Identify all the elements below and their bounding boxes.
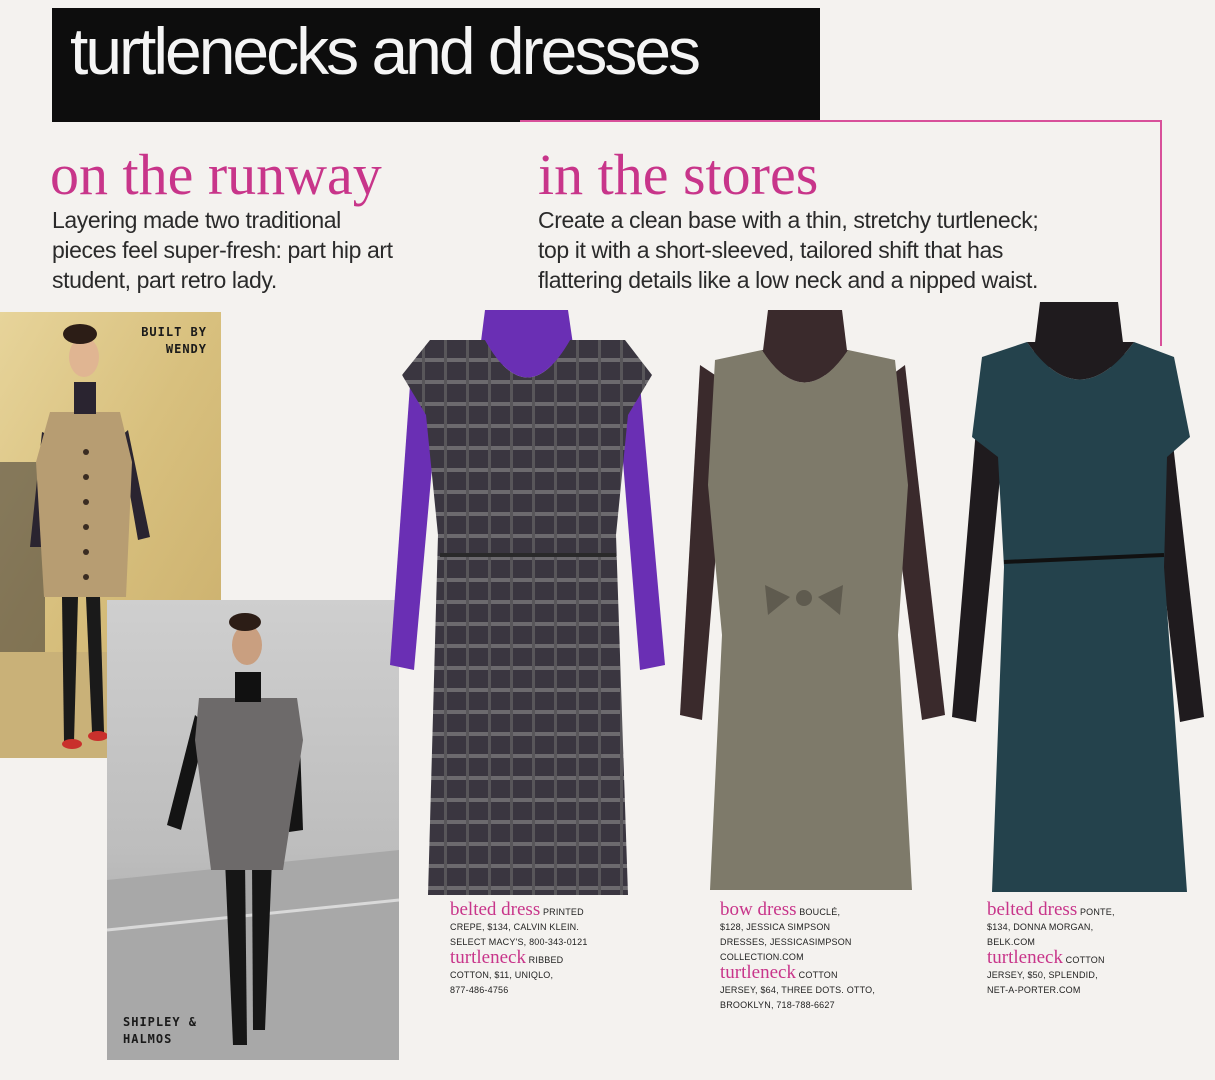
runway-deck-line: Layering made two traditional <box>52 207 341 233</box>
product-name: bow dress <box>720 899 797 920</box>
stores-deck <box>538 205 1150 295</box>
runway-heading: on the runway <box>50 142 382 207</box>
product-image-belted-dress-donna-morgan <box>942 297 1215 897</box>
runway-deck-line: student, part retro lady. <box>52 267 277 293</box>
caption-item <box>720 962 875 983</box>
dress-body <box>402 340 652 895</box>
caption-item <box>720 899 875 920</box>
product-desc: PONTE, <box>1079 907 1115 917</box>
product-caption-3 <box>987 899 1115 998</box>
product-desc: COTTON <box>798 970 838 980</box>
product-caption-1 <box>450 899 588 998</box>
product-name: belted dress <box>987 899 1078 920</box>
product-desc: JERSEY, $50, SPLENDID, <box>987 970 1098 980</box>
caption-item <box>987 947 1115 968</box>
product-desc: RIBBED <box>528 955 564 965</box>
stores-heading: in the stores <box>538 142 819 207</box>
product-caption-2 <box>720 899 876 1013</box>
page-title: turtlenecks and dresses <box>70 14 699 88</box>
designer-label: BUILT BY WENDY <box>141 325 207 356</box>
product-desc: DRESSES, JESSICASIMPSON <box>720 937 852 947</box>
product-desc: BOUCLÉ, <box>799 907 841 917</box>
product-desc: PRINTED <box>542 907 584 917</box>
product-name: turtleneck <box>450 947 526 968</box>
product-desc: $134, DONNA MORGAN, <box>987 922 1094 932</box>
product-desc: NET-A-PORTER.COM <box>987 985 1081 995</box>
runway-deck <box>52 205 492 295</box>
product-name: turtleneck <box>720 962 796 983</box>
product-desc: BROOKLYN, 718-788-6627 <box>720 1000 835 1010</box>
product-image-belted-dress-calvin-klein <box>390 305 665 900</box>
caption-item <box>450 947 588 968</box>
product-desc: COLLECTION.COM <box>720 952 804 962</box>
product-desc: $128, JESSICA SIMPSON <box>720 922 831 932</box>
runway-deck-line: pieces feel super-fresh: part hip art <box>52 237 393 263</box>
product-desc: 877-486-4756 <box>450 985 509 995</box>
product-desc: COTTON <box>1065 955 1105 965</box>
caption-item <box>450 899 588 920</box>
product-desc: SELECT MACY'S, 800-343-0121 <box>450 937 588 947</box>
model-figure-illustration <box>107 600 399 1060</box>
stores-deck-line: top it with a short-sleeved, tailored shift that has <box>538 237 1004 263</box>
product-image-bow-dress-jessica-simpson <box>660 305 945 895</box>
product-name: belted dress <box>450 899 541 920</box>
product-name: turtleneck <box>987 947 1063 968</box>
product-desc: CREPE, $134, CALVIN KLEIN. <box>450 922 580 932</box>
stores-frame-top-rule <box>520 120 1162 122</box>
product-desc: COTTON, $11, UNIQLO, <box>450 970 554 980</box>
stores-deck-line: Create a clean base with a thin, stretchy turtleneck; <box>538 207 1039 233</box>
designer-label: SHIPLEY & HALMOS <box>123 1015 198 1046</box>
caption-item <box>987 899 1115 920</box>
runway-photo-shipley-halmos <box>107 600 399 1060</box>
product-desc: BELK.COM <box>987 937 1036 947</box>
stores-deck-line: flattering details like a low neck and a nipped waist. <box>538 267 1039 293</box>
product-desc: JERSEY, $64, THREE DOTS. OTTO, <box>720 985 876 995</box>
